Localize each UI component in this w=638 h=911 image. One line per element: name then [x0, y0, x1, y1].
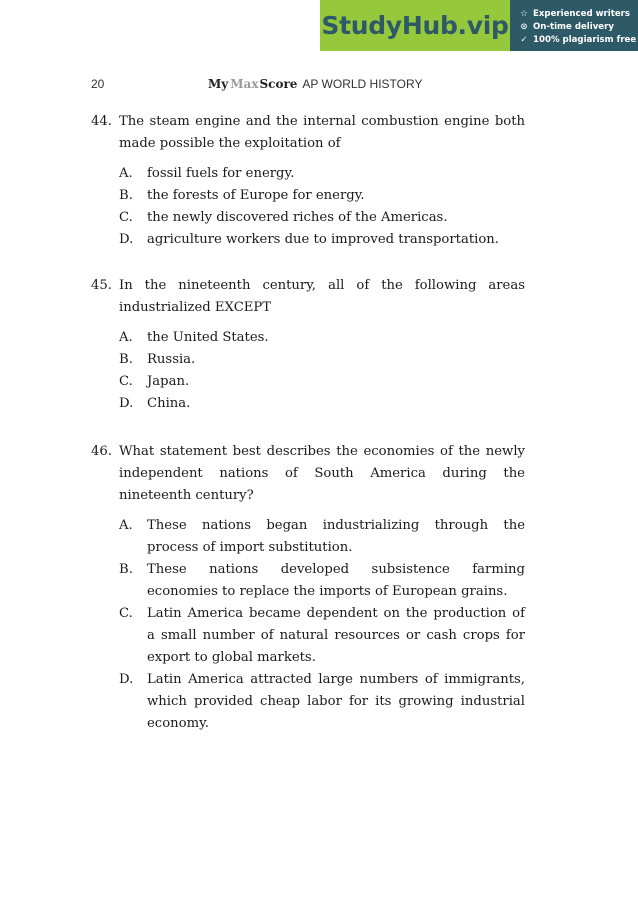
option-a	[119, 515, 525, 559]
option-text: These nations developed subsistence farming economies to replace the imports of European grains.	[147, 562, 525, 599]
feature-plagiarism-free	[519, 35, 638, 46]
page-number: 20	[91, 77, 105, 91]
brand-my: My	[208, 77, 229, 91]
option-b	[119, 185, 525, 207]
answer-options	[91, 163, 525, 251]
running-header	[0, 77, 638, 95]
answer-options	[91, 515, 525, 735]
question-stem	[91, 275, 525, 319]
option-letter: C.	[119, 606, 133, 621]
option-text: Latin America attracted large numbers of immigrants, which provided cheap labor for its growing industrial economy.	[147, 672, 525, 731]
question-44	[91, 111, 525, 251]
book-subject: AP WORLD HISTORY	[302, 77, 423, 91]
option-letter: B.	[119, 562, 133, 577]
option-letter: A.	[119, 518, 133, 533]
option-text: Latin America became dependent on the production of a small number of natural resources or cash crops for export to global markets.	[147, 606, 525, 665]
feature-label: Experienced writers	[533, 9, 631, 19]
studyhub-logo[interactable]: StudyHub.vip	[320, 0, 510, 51]
document-check-icon: ✓	[520, 35, 528, 45]
brand-max: Max	[230, 77, 259, 91]
clock-icon: ⊙	[520, 22, 528, 32]
option-text: the newly discovered riches of the Americas.	[147, 210, 448, 225]
question-number: 45.	[91, 278, 112, 293]
option-letter: A.	[119, 166, 133, 181]
option-b	[119, 349, 525, 371]
option-text: the United States.	[147, 330, 269, 345]
option-d	[119, 669, 525, 735]
option-letter: B.	[119, 188, 133, 203]
option-text: agriculture workers due to improved transportation.	[147, 232, 499, 247]
option-c	[119, 207, 525, 229]
option-letter: D.	[119, 232, 134, 247]
option-letter: A.	[119, 330, 133, 345]
feature-label: 100% plagiarism free	[533, 35, 637, 45]
question-number: 44.	[91, 114, 112, 129]
option-text: These nations began industrializing through the process of import substitution.	[147, 518, 525, 555]
feature-label: On-time delivery	[533, 22, 614, 32]
option-letter: C.	[119, 210, 133, 225]
option-letter: D.	[119, 396, 134, 411]
option-text: China.	[147, 396, 191, 411]
option-letter: C.	[119, 374, 133, 389]
option-c	[119, 603, 525, 669]
question-46	[91, 441, 525, 735]
option-a	[119, 163, 525, 185]
question-text: In the nineteenth century, all of the following areas industrialized EXCEPT	[119, 278, 525, 315]
banner-features	[510, 0, 638, 51]
book-brand	[208, 77, 422, 91]
feature-experienced-writers	[519, 9, 638, 20]
option-d	[119, 229, 525, 251]
option-text: Russia.	[147, 352, 196, 367]
feature-on-time-delivery	[519, 22, 638, 33]
question-stem	[91, 111, 525, 155]
option-d	[119, 393, 525, 415]
question-text: The steam engine and the internal combustion engine both made possible the exploitation of	[119, 114, 525, 151]
option-text: Japan.	[147, 374, 190, 389]
option-letter: B.	[119, 352, 133, 367]
option-a	[119, 327, 525, 349]
option-c	[119, 371, 525, 393]
question-number: 46.	[91, 444, 112, 459]
question-stem	[91, 441, 525, 507]
option-text: fossil fuels for energy.	[147, 166, 295, 181]
option-text: the forests of Europe for energy.	[147, 188, 365, 203]
option-b	[119, 559, 525, 603]
answer-options	[91, 327, 525, 415]
ad-banner[interactable]	[320, 0, 638, 51]
brand-score: Score	[259, 77, 298, 91]
question-text: What statement best describes the economies of the newly independent nations of South America during the nineteenth century?	[119, 444, 525, 503]
option-letter: D.	[119, 672, 134, 687]
question-45	[91, 275, 525, 415]
star-icon: ☆	[520, 9, 528, 19]
